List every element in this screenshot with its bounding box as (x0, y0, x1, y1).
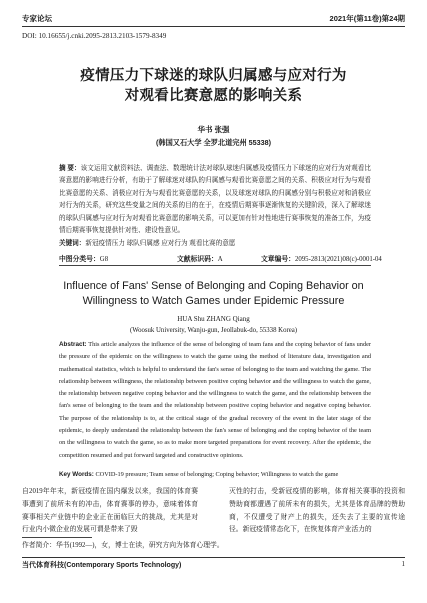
clc-value: G8 (99, 256, 109, 263)
chinese-title-line-1: 疫情压力下球迷的球队归属感与应对行为 (80, 68, 347, 84)
article-number-value: 2095-2813(2021)08(c)-0001-04 (294, 256, 382, 263)
chinese-keywords-text: 新冠疫情压力 球队归属感 应对行为 观看比赛的意愿 (85, 240, 236, 247)
body-text-right-column: 灭性的打击，受新冠疫情的影响，体育相关赛事的投资和赞助商都遭遇了前所未有的损失，尤其是体育品牌的赞助商，不仅遭受了财产上的损失，还失去了主要的宣传途径。新冠疫情常态化下，在恢复体育产业活力的 (229, 488, 405, 534)
english-abstract-label: Abstract: (59, 341, 87, 348)
english-abstract (59, 339, 371, 462)
footnote-divider (22, 537, 92, 538)
chinese-abstract-text: 该文运用文献资料法、调查法、数理统计法对球队球迷归属感及疫情压力下球迷的应对行为对观看比赛意愿的影响进行分析，有助于了解球迷对球队的归属感与观看比赛意愿之间的关系、积极应对行为与观看比赛意愿的关系、消极应对行为与观看比赛意愿的关系，以及球迷对球队的归属感分别与积极应对和消极应对行为的关系，研究这些变量之间的关系的目的在于，在疫情后期赛事逐渐恢复的关键阶段，深入了解球迷的球队归属感与应对行为对观看比赛意愿的影响关系，可以更加有针对性地进行赛事恢复的准备工作，为疫情后期赛事恢复提供针对性、建设性意见。 (59, 165, 371, 235)
chinese-authors: 华书 张强 (197, 125, 230, 134)
journal-section-label: 专家论坛 (22, 14, 52, 23)
footer-divider (22, 557, 405, 558)
english-title-line-1: Influence of Fans' Sense of Belonging and Coping Behavior on (63, 280, 364, 292)
english-keywords-text: COVID-19 pressure; Team sense of belonging; Coping behavior; Willingness to watch the game (95, 471, 339, 478)
english-keywords-label: Key Words: (59, 471, 94, 478)
chinese-keywords (59, 238, 371, 250)
journal-issue-label: 2021年(第11卷)第24期 (329, 14, 405, 23)
author-footnote: 作者简介：华书(1992—)，女，博士在读，研究方向为体育心理学。 (22, 542, 224, 549)
english-keywords (59, 469, 371, 481)
english-abstract-text: This article analyzes the influence of the sense of belonging of team fans and the coping behavior of fans under the pressure of the epidemic on the willingness to watch the game using the method of literature data, investigation and mathematical statistics, which is helpful to understand the fan's sense of belonging to the team and watching the game. The relationship between willingness, the relationship between positive coping behavior and the willingness to watch the game, the relationship between negative coping behavior and the willingness to watch the game, and the relationship between the fan's sense of belonging to the team and the relationship between positive coping behavior and negative coping behavior. The purpose of the relationship is to, at the critical stage of the gradual recovery of the event in the later stage of the epidemic, to deeply understand the relationship between the fan's sense of belonging and the coping behavior of the team on the willingness to watch the game, so as to make more targeted preparations for event recovery. After the epidemic, the competition resumed and put forward targeted and constructive opinions. (59, 341, 371, 459)
page-number: 1 (401, 560, 405, 568)
doi-line: DOI: 10.16655/j.cnki.2095-2813.2103-1579-8349 (22, 32, 167, 40)
english-title-line-2: Willingness to Watch Games under Epidemic Pressure (82, 295, 345, 307)
clc-number (59, 253, 108, 263)
article-number (261, 253, 382, 263)
english-affiliation: (Woosuk University, Wanju-gun, Jeollabuk-do, 55338 Korea) (129, 327, 298, 334)
clc-label: 中图分类号： (59, 256, 100, 263)
chinese-title-line-2: 对观看比赛意愿的影响关系 (124, 88, 303, 104)
chinese-affiliation: (韩国又石大学 全罗北道完州 55338) (155, 138, 272, 147)
english-authors: HUA Shu ZHANG Qiang (177, 315, 250, 323)
chinese-abstract-label: 摘 要： (59, 165, 81, 172)
document-code (177, 253, 223, 263)
chinese-abstract (59, 163, 371, 237)
article-number-label: 文章编号： (261, 256, 295, 263)
document-code-value: A (217, 256, 223, 263)
header-divider (22, 26, 405, 27)
journal-name-footer: 当代体育科技(Contemporary Sports Technology) (22, 562, 182, 569)
metadata-divider (59, 265, 371, 266)
document-code-label: 文献标识码： (177, 256, 218, 263)
body-text-left-column: 自2019年年末，新冠疫情在国内爆发以来，我国的体育赛事遭到了前所未有的冲击，体育赛事的停办，意味着体育赛事相关产业链中的企业正在面临巨大的挑战，尤其是对行业内小微企业的发展可谓是带来了毁 (22, 488, 198, 534)
chinese-keywords-label: 关键词： (59, 240, 86, 247)
